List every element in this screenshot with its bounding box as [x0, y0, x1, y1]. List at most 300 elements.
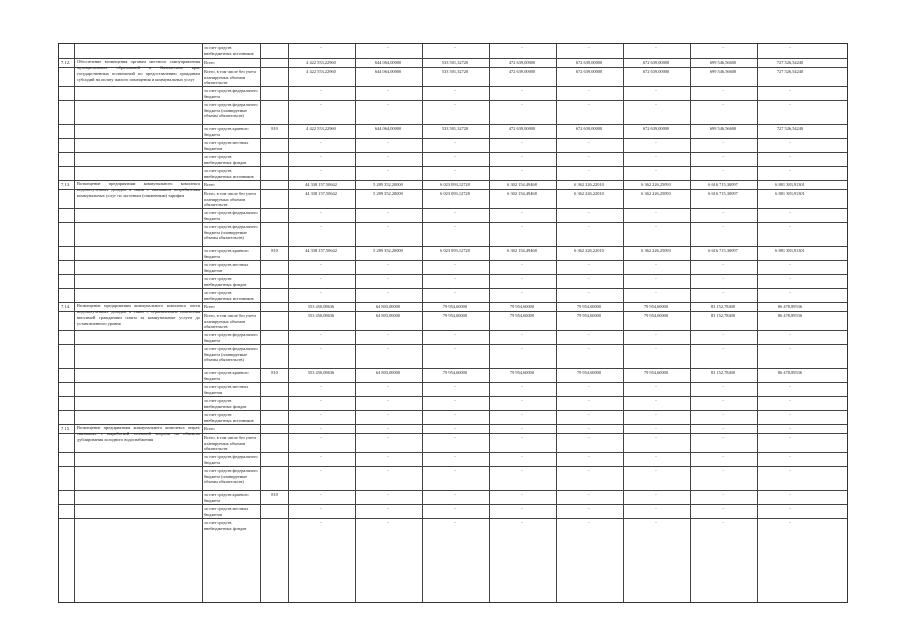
cell-value: -: [521, 520, 523, 525]
table-row: [59, 382, 847, 397]
table-row: [59, 152, 847, 167]
cell-value: -: [655, 332, 657, 337]
cell-value: -: [722, 435, 724, 440]
cell-value: -: [521, 140, 523, 145]
table-row: [59, 344, 847, 369]
cell-value: 79 954,60000: [643, 313, 669, 318]
cell-value: 44 338 157,50642: [305, 248, 337, 253]
cell-value: -: [722, 224, 724, 229]
cell-value: -: [454, 412, 456, 417]
cell-value: -: [722, 468, 724, 473]
cell-value: -: [588, 398, 590, 403]
cell-value: -: [387, 154, 389, 159]
cell-value: -: [320, 332, 322, 337]
cell-value: -: [320, 224, 322, 229]
cell-value: 79 954,60000: [576, 370, 602, 375]
row-category: за счет средств краевого бюджета: [204, 248, 249, 259]
budget-table: [58, 43, 848, 603]
cell-value: 699 546,56600: [709, 69, 737, 74]
cell-value: -: [655, 88, 657, 93]
row-category: Всего: [204, 304, 215, 309]
cell-value: 672 639,00000: [575, 69, 603, 74]
row-code: 810: [271, 126, 278, 131]
grid-divider: [74, 44, 75, 602]
cell-value: 6 362 226,22010: [574, 248, 604, 253]
cell-value: -: [789, 102, 791, 107]
cell-value: -: [655, 454, 657, 459]
table-row: [59, 208, 847, 223]
row-category: Всего, в том числе без учета планируемых объемов обязательств: [204, 69, 256, 86]
cell-value: -: [655, 384, 657, 389]
cell-value: -: [454, 332, 456, 337]
cell-value: 6 881 383,91301: [775, 182, 805, 187]
table-row: [59, 246, 847, 261]
cell-value: -: [588, 224, 590, 229]
cell-value: 644 064,00000: [374, 126, 402, 131]
table-row: [59, 330, 847, 345]
row-category: Всего: [204, 60, 215, 65]
cell-value: 553 450,08636: [307, 370, 335, 375]
cell-value: 79 954,60000: [576, 304, 602, 309]
cell-value: 644 064,00000: [374, 69, 402, 74]
cell-value: 533 501,32720: [441, 126, 469, 131]
cell-value: -: [655, 346, 657, 351]
cell-value: -: [387, 224, 389, 229]
cell-value: -: [454, 168, 456, 173]
cell-value: -: [588, 384, 590, 389]
cell-value: -: [521, 398, 523, 403]
cell-value: -: [521, 88, 523, 93]
cell-value: -: [655, 492, 657, 497]
cell-value: -: [454, 454, 456, 459]
cell-value: -: [521, 384, 523, 389]
cell-value: -: [521, 168, 523, 173]
cell-value: 727 526,54240: [776, 60, 804, 65]
cell-value: 672 639,00000: [642, 126, 670, 131]
table-row: [59, 288, 847, 303]
cell-value: -: [655, 426, 657, 431]
cell-value: -: [588, 262, 590, 267]
cell-value: -: [722, 276, 724, 281]
cell-value: -: [588, 140, 590, 145]
section-description: Возмещение предприятиям коммунального комплекса недополученных доходов в связи с оказанием потребителям коммунальных услуг по льготным (сниженным) тарифам: [77, 181, 200, 199]
cell-value: 553 450,08636: [307, 313, 335, 318]
table-row: [59, 260, 847, 275]
cell-value: 83 152,78400: [710, 313, 736, 318]
table-row: [59, 396, 847, 411]
cell-value: -: [387, 346, 389, 351]
cell-value: -: [454, 468, 456, 473]
cell-value: -: [588, 290, 590, 295]
cell-value: -: [387, 454, 389, 459]
row-category: за счет средств внебюджетных фондов: [204, 520, 247, 531]
cell-value: -: [789, 224, 791, 229]
cell-value: -: [588, 435, 590, 440]
cell-value: -: [588, 154, 590, 159]
cell-value: -: [789, 332, 791, 337]
row-category: Всего, в том числе без учета планируемых объемов обязательств: [204, 191, 256, 208]
cell-value: -: [387, 262, 389, 267]
cell-value: -: [387, 506, 389, 511]
cell-value: -: [320, 45, 322, 50]
cell-value: 5 289 352,20000: [373, 191, 403, 196]
cell-value: -: [722, 290, 724, 295]
table-row: [59, 452, 847, 467]
row-category: за счет средств краевого бюджета: [204, 492, 249, 503]
cell-value: 64 803,00000: [375, 304, 401, 309]
row-category: Всего, в том числе без учета планируемых объемов обязательств: [204, 435, 256, 452]
cell-value: -: [387, 426, 389, 431]
cell-value: 83 152,78400: [710, 304, 736, 309]
cell-value: -: [789, 168, 791, 173]
cell-value: 6 362 226,25093: [641, 191, 671, 196]
cell-value: -: [722, 140, 724, 145]
cell-value: 44 338 157,50642: [305, 182, 337, 187]
cell-value: 6 616 715,30097: [708, 182, 738, 187]
cell-value: -: [320, 435, 322, 440]
cell-value: -: [521, 224, 523, 229]
cell-value: -: [521, 412, 523, 417]
cell-value: 83 152,78400: [710, 370, 736, 375]
cell-value: 86 478,89536: [777, 304, 803, 309]
cell-value: 672 639,00000: [575, 126, 603, 131]
cell-value: 79 954,60000: [442, 304, 468, 309]
cell-value: -: [655, 262, 657, 267]
cell-value: -: [320, 412, 322, 417]
section-number: 7.12.: [61, 60, 71, 65]
row-category: за счет средств федерального бюджета: [204, 332, 258, 343]
cell-value: -: [789, 435, 791, 440]
cell-value: -: [655, 290, 657, 295]
table-row: [59, 44, 847, 58]
cell-value: -: [789, 520, 791, 525]
cell-value: -: [789, 276, 791, 281]
cell-value: -: [789, 210, 791, 215]
cell-value: -: [655, 140, 657, 145]
cell-value: -: [722, 88, 724, 93]
row-category: за счет средств федерального бюджета (планируемые объемы обязательств): [204, 224, 258, 241]
cell-value: -: [789, 398, 791, 403]
grid-divider: [288, 44, 289, 602]
row-category: за счет средств федерального бюджета: [204, 454, 258, 465]
cell-value: -: [320, 154, 322, 159]
cell-value: -: [789, 454, 791, 459]
cell-value: 6 616 715,30097: [708, 191, 738, 196]
cell-value: -: [588, 210, 590, 215]
cell-value: -: [722, 412, 724, 417]
cell-value: -: [655, 45, 657, 50]
cell-value: -: [588, 45, 590, 50]
row-category: за счет средств местных бюджетов: [204, 140, 249, 151]
cell-value: -: [789, 45, 791, 50]
cell-value: -: [387, 290, 389, 295]
cell-value: -: [521, 426, 523, 431]
grid-divider: [202, 44, 203, 602]
grid-divider: [489, 44, 490, 602]
cell-value: 4 422 553,22960: [306, 69, 336, 74]
cell-value: -: [789, 468, 791, 473]
cell-value: 79 954,60000: [643, 304, 669, 309]
cell-value: -: [722, 384, 724, 389]
cell-value: -: [320, 384, 322, 389]
cell-value: -: [521, 506, 523, 511]
cell-value: -: [722, 506, 724, 511]
cell-value: 79 954,60000: [442, 370, 468, 375]
cell-value: -: [320, 290, 322, 295]
cell-value: 533 501,32720: [441, 69, 469, 74]
cell-value: -: [722, 210, 724, 215]
cell-value: 672 639,00000: [642, 60, 670, 65]
row-category: за счет средств внебюджетных источников: [204, 412, 254, 423]
table-row: [59, 466, 847, 491]
cell-value: 672 639,00000: [575, 60, 603, 65]
cell-value: -: [387, 520, 389, 525]
table-row: [59, 504, 847, 519]
cell-value: -: [521, 435, 523, 440]
cell-value: -: [789, 492, 791, 497]
cell-value: 79 954,60000: [442, 313, 468, 318]
cell-value: 6 302 154,49468: [507, 182, 537, 187]
cell-value: -: [454, 140, 456, 145]
cell-value: 644 064,00000: [374, 60, 402, 65]
cell-value: -: [722, 332, 724, 337]
row-code: 810: [271, 492, 278, 497]
cell-value: -: [387, 140, 389, 145]
cell-value: 699 546,56600: [709, 60, 737, 65]
cell-value: 472 639,00000: [508, 69, 536, 74]
cell-value: -: [588, 102, 590, 107]
cell-value: 6 616 715,30097: [708, 248, 738, 253]
cell-value: -: [454, 224, 456, 229]
cell-value: -: [789, 290, 791, 295]
cell-value: -: [655, 102, 657, 107]
cell-value: 86 478,89536: [777, 370, 803, 375]
cell-value: -: [655, 224, 657, 229]
cell-value: 6 362 226,25093: [641, 182, 671, 187]
cell-value: -: [320, 210, 322, 215]
cell-value: -: [789, 154, 791, 159]
cell-value: -: [655, 506, 657, 511]
cell-value: -: [789, 506, 791, 511]
cell-value: -: [521, 346, 523, 351]
grid-divider: [355, 44, 356, 602]
cell-value: 64 803,00000: [375, 370, 401, 375]
cell-value: 79 954,60000: [509, 313, 535, 318]
cell-value: 4 422 553,22960: [306, 60, 336, 65]
cell-value: 44 338 157,50642: [305, 191, 337, 196]
cell-value: -: [454, 88, 456, 93]
row-code: 810: [271, 248, 278, 253]
cell-value: 6 302 154,49468: [507, 248, 537, 253]
cell-value: -: [454, 506, 456, 511]
cell-value: -: [789, 262, 791, 267]
cell-value: -: [722, 45, 724, 50]
row-category: за счет средств внебюджетных фондов: [204, 154, 247, 165]
row-category: за счет средств федерального бюджета (планируемые объемы обязательств): [204, 102, 258, 119]
cell-value: -: [454, 520, 456, 525]
row-category: за счет средств краевого бюджета: [204, 126, 249, 137]
cell-value: -: [320, 276, 322, 281]
cell-value: -: [588, 276, 590, 281]
row-category: за счет средств внебюджетных фондов: [204, 398, 247, 409]
cell-value: -: [655, 210, 657, 215]
cell-value: -: [655, 276, 657, 281]
cell-value: -: [387, 398, 389, 403]
cell-value: -: [320, 468, 322, 473]
cell-value: -: [655, 435, 657, 440]
grid-divider: [623, 44, 624, 602]
cell-value: 79 954,60000: [643, 370, 669, 375]
cell-value: -: [320, 88, 322, 93]
cell-value: -: [320, 426, 322, 431]
cell-value: -: [320, 454, 322, 459]
section-number: 7.13.: [61, 182, 71, 187]
cell-value: -: [387, 210, 389, 215]
cell-value: -: [320, 346, 322, 351]
cell-value: -: [655, 412, 657, 417]
cell-value: 672 639,00000: [642, 69, 670, 74]
cell-value: -: [722, 398, 724, 403]
cell-value: 6 023 093,12728: [440, 248, 470, 253]
table-row: [59, 124, 847, 139]
cell-value: -: [387, 45, 389, 50]
row-category: Всего: [204, 182, 215, 187]
cell-value: -: [655, 398, 657, 403]
row-code: 810: [271, 370, 278, 375]
cell-value: -: [521, 468, 523, 473]
cell-value: -: [789, 88, 791, 93]
cell-value: -: [454, 435, 456, 440]
cell-value: -: [789, 346, 791, 351]
cell-value: -: [387, 384, 389, 389]
cell-value: -: [722, 102, 724, 107]
cell-value: 472 639,00000: [508, 126, 536, 131]
cell-value: 6 362 226,25093: [641, 248, 671, 253]
row-category: за счет средств федерального бюджета (планируемые объемы обязательств): [204, 468, 258, 485]
table-row: [59, 222, 847, 247]
cell-value: -: [521, 154, 523, 159]
cell-value: -: [588, 412, 590, 417]
cell-value: -: [521, 454, 523, 459]
cell-value: -: [588, 426, 590, 431]
cell-value: -: [722, 346, 724, 351]
cell-value: -: [454, 102, 456, 107]
cell-value: -: [655, 154, 657, 159]
row-category: за счет средств краевого бюджета: [204, 370, 249, 381]
cell-value: 727 526,54240: [776, 69, 804, 74]
row-category: за счет средств федерального бюджета (планируемые объемы обязательств): [204, 346, 258, 363]
table-row: [59, 166, 847, 181]
cell-value: -: [789, 140, 791, 145]
cell-value: -: [588, 506, 590, 511]
row-category: за счет средств федерального бюджета: [204, 210, 258, 221]
cell-value: -: [521, 332, 523, 337]
grid-divider: [556, 44, 557, 602]
cell-value: 5 289 352,20000: [373, 182, 403, 187]
section-description: Возмещение предприятиям коммунального комплекса части недополученных доходов в связи с ограничением изменения вносимой гражданами платы за коммунальные услуги до установленного уровня: [77, 303, 200, 327]
cell-value: -: [789, 426, 791, 431]
cell-value: -: [722, 154, 724, 159]
cell-value: 4 422 553,22960: [306, 126, 336, 131]
cell-value: -: [588, 468, 590, 473]
cell-value: -: [722, 262, 724, 267]
cell-value: -: [454, 384, 456, 389]
cell-value: -: [521, 102, 523, 107]
cell-value: 533 501,32720: [441, 60, 469, 65]
cell-value: 727 526,54240: [776, 126, 804, 131]
cell-value: 6 881 383,91301: [775, 191, 805, 196]
cell-value: -: [588, 492, 590, 497]
cell-value: 79 954,60000: [509, 370, 535, 375]
cell-value: 64 803,00000: [375, 313, 401, 318]
table-row: [59, 86, 847, 101]
cell-value: -: [387, 435, 389, 440]
cell-value: -: [521, 290, 523, 295]
cell-value: -: [789, 384, 791, 389]
row-category: за счет средств внебюджетных фондов: [204, 276, 247, 287]
row-category: за счет средств внебюджетных источников: [204, 290, 254, 301]
cell-value: 472 639,00000: [508, 60, 536, 65]
cell-value: -: [320, 262, 322, 267]
row-category: за счет средств внебюджетных источников: [204, 168, 254, 179]
cell-value: -: [320, 140, 322, 145]
row-category: за счет средств местных бюджетов: [204, 506, 249, 517]
section-number: 7.15.: [61, 426, 71, 431]
table-row: [59, 138, 847, 153]
row-category: Всего, в том числе без учета планируемых объемов обязательств: [204, 313, 256, 330]
cell-value: -: [387, 468, 389, 473]
cell-value: -: [454, 426, 456, 431]
row-category: за счет средств местных бюджетов: [204, 262, 249, 273]
cell-value: -: [454, 346, 456, 351]
cell-value: 5 289 352,20000: [373, 248, 403, 253]
cell-value: -: [454, 154, 456, 159]
cell-value: -: [387, 412, 389, 417]
cell-value: -: [722, 454, 724, 459]
cell-value: -: [320, 492, 322, 497]
cell-value: -: [588, 454, 590, 459]
cell-value: -: [722, 168, 724, 173]
cell-value: -: [454, 290, 456, 295]
cell-value: -: [387, 332, 389, 337]
cell-value: 6 023 093,12728: [440, 191, 470, 196]
cell-value: -: [588, 346, 590, 351]
grid-divider: [757, 44, 758, 602]
cell-value: -: [521, 262, 523, 267]
cell-value: -: [387, 168, 389, 173]
cell-value: -: [722, 426, 724, 431]
row-category: Всего: [204, 426, 215, 431]
cell-value: -: [454, 398, 456, 403]
row-category: за счет средств внебюджетных источников: [204, 45, 254, 56]
cell-value: -: [387, 492, 389, 497]
cell-value: -: [521, 492, 523, 497]
grid-divider: [260, 44, 261, 602]
grid-divider: [422, 44, 423, 602]
row-category: за счет средств федерального бюджета: [204, 88, 258, 99]
cell-value: -: [588, 88, 590, 93]
grid-divider: [690, 44, 691, 602]
cell-value: -: [588, 520, 590, 525]
cell-value: -: [454, 276, 456, 281]
cell-value: -: [588, 332, 590, 337]
table-row: [59, 274, 847, 289]
cell-value: -: [454, 210, 456, 215]
table-row: [59, 410, 847, 425]
table-row: [59, 490, 847, 505]
cell-value: 699 546,56600: [709, 126, 737, 131]
cell-value: -: [655, 168, 657, 173]
